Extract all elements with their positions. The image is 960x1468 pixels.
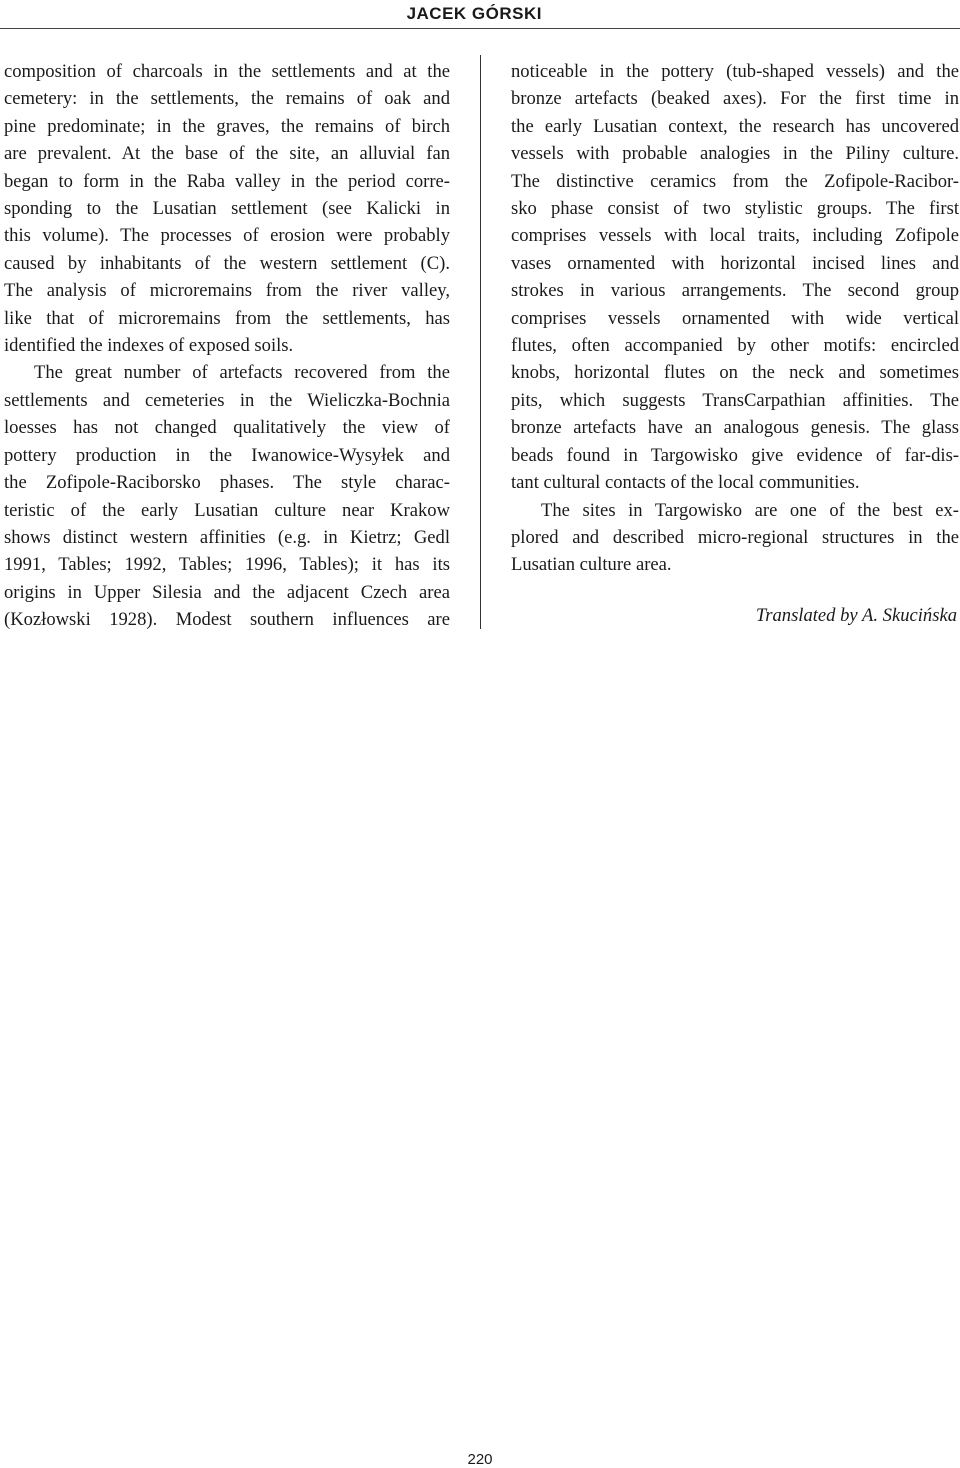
text-line: are prevalent. At the base of the site, an alluvial fan <box>4 143 450 165</box>
text-line: vases ornamented with horizontal incised lines and <box>511 252 959 274</box>
text-line: plored and described micro-regional structures in the <box>511 526 959 548</box>
text-line: strokes in various arrangements. The second group <box>511 280 959 302</box>
page-number: 220 <box>467 1451 493 1468</box>
text-line: loesses has not changed qualitatively the view of <box>4 417 450 439</box>
text-line: settlements and cemeteries in the Wieliczka-Bochnia <box>4 389 450 411</box>
text-line: flutes, often accompanied by other motifs: encircled <box>511 335 959 357</box>
text-line: sko phase consist of two stylistic groups. The first <box>511 198 959 220</box>
text-line: teristic of the early Lusatian culture near Krakow <box>4 499 450 521</box>
text-line: pine predominate; in the graves, the remains of birch <box>4 115 450 137</box>
column-divider <box>480 55 481 629</box>
text-line: like that of microremains from the settlements, has <box>4 307 450 329</box>
text-line: comprises vessels ornamented with wide vertical <box>511 307 959 329</box>
text-line: shows distinct western affinities (e.g. in Kietrz; Gedl <box>4 526 450 548</box>
text-line: this volume). The processes of erosion were probably <box>4 225 450 247</box>
text-line: 1991, Tables; 1992, Tables; 1996, Tables); it has its <box>4 554 450 576</box>
right-column <box>511 58 959 579</box>
text-line: (Kozłowski 1928). Modest southern influences are <box>4 609 450 631</box>
text-line: cemetery: in the settlements, the remains of oak and <box>4 88 450 110</box>
text-line: identified the indexes of exposed soils. <box>4 335 294 357</box>
text-line: vessels with probable analogies in the Piliny culture. <box>511 143 959 165</box>
text-line: beads found in Targowisko give evidence of far-dis- <box>511 444 959 466</box>
text-line: The distinctive ceramics from the Zofipole-Racibor- <box>511 170 959 192</box>
header-rule <box>0 28 960 29</box>
text-line: Lusatian culture area. <box>511 554 672 576</box>
translator-credit: Translated by A. Skucińska <box>755 605 957 626</box>
text-line: noticeable in the pottery (tub-shaped vessels) and the <box>511 61 959 82</box>
text-line: pottery production in the Iwanowice-Wysyłek and <box>4 444 450 466</box>
left-column <box>4 58 450 634</box>
text-line: the early Lusatian context, the research has uncovered <box>511 115 959 137</box>
text-line: The sites in Targowisko are one of the best ex- <box>541 499 959 521</box>
text-line: sponding to the Lusatian settlement (see Kalicki in <box>4 198 450 220</box>
text-line: comprises vessels with local traits, including Zofipole <box>511 225 959 247</box>
running-head-author: JACEK GÓRSKI <box>406 4 542 23</box>
text-line: bronze artefacts (beaked axes). For the first time in <box>511 88 959 110</box>
text-line: The great number of artefacts recovered from the <box>34 362 450 384</box>
text-line: the Zofipole-Raciborsko phases. The style charac- <box>4 472 450 494</box>
text-line: tant cultural contacts of the local communities. <box>511 472 860 494</box>
text-line: The analysis of microremains from the river valley, <box>4 280 450 302</box>
text-line: composition of charcoals in the settlements and at the <box>4 61 450 82</box>
text-line: origins in Upper Silesia and the adjacent Czech area <box>4 581 450 603</box>
text-line: pits, which suggests TransCarpathian affinities. The <box>511 389 959 411</box>
text-line: began to form in the Raba valley in the period corre- <box>4 170 450 192</box>
text-line: knobs, horizontal flutes on the neck and sometimes <box>511 362 959 384</box>
text-line: caused by inhabitants of the western settlement (C). <box>4 252 450 274</box>
text-line: bronze artefacts have an analogous genesis. The glass <box>511 417 959 439</box>
